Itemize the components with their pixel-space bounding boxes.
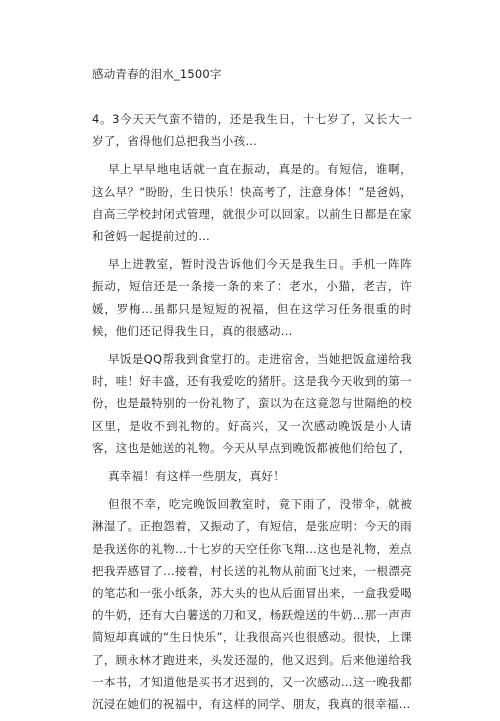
paragraph-6: 但很不幸，吃完晚饭回教室时，竟下雨了，没带伞，就被淋湿了。正抱怨着，又振动了，有短信，是张应明：今天的雨是我送你的礼物…十七岁的天空任你飞翔…这也是礼物，差点把我弄感冒了…接着，村长送的礼物从前面飞过来，一根漂亮的笔芯和一张小纸条，苏大头的也从后面冒出来，一盒我爱喝的牛奶，还有大白薯送的刀和叉，杨跃煌送的牛奶…那一声声简短却真诚的“生日快乐”，让我很高兴也很感动。很快，上课了，顾永林才跑进来，头发还湿的，他又迟到。后来他递给我一本书，才知道他是买书才迟到的，又一次感动…这一晚我都沉浸在她们的祝福中，有这样的同学、朋友，我真的很幸福… xyxy=(92,497,412,712)
document-body xyxy=(92,108,412,721)
paragraph-4: 早饭是QQ帮我到食堂打的。走进宿舍，当她把饭盒递给我时，哇！好丰盛，还有我爱吃的猪肝。这是我今天收到的第一份，也是最特别的一份礼物了，蛮以为在这竟忽与世隔绝的校区里，是收不到礼物的。好高兴，又一次感动晚饭是小人请客，这也是她送的礼物。今天从早点到晚饭都被他们给包了， xyxy=(92,352,412,455)
document-title: 感动青春的泪水_1500字 xyxy=(92,67,222,81)
paragraph-1: 4。3今天天气蛮不错的，还是我生日，十七岁了，又长大一岁了，省得他们总把我当小孩… xyxy=(92,112,412,149)
paragraph-2: 早上早早地电话就一直在振动，真是的。有短信，谁啊，这么早？“盼盼，生日快乐！快高考了，注意身体！”是爸妈，自高三学校封闭式管理，就很少可以回家。以前生日都是在家和爸妈一起提前过的… xyxy=(92,162,412,244)
paragraph-5: 真幸福！有这样一些朋友，真好！ xyxy=(108,469,285,484)
paragraph-3: 早上进教室，暂时没告诉他们今天是我生日。手机一阵阵振动，短信还是一条接一条的来了：老水，小猫，老吉，许媛，罗梅…虽都只是短短的祝福，但在这学习任务很重的时候，他们还记得我生日，真的很感动… xyxy=(92,257,412,338)
